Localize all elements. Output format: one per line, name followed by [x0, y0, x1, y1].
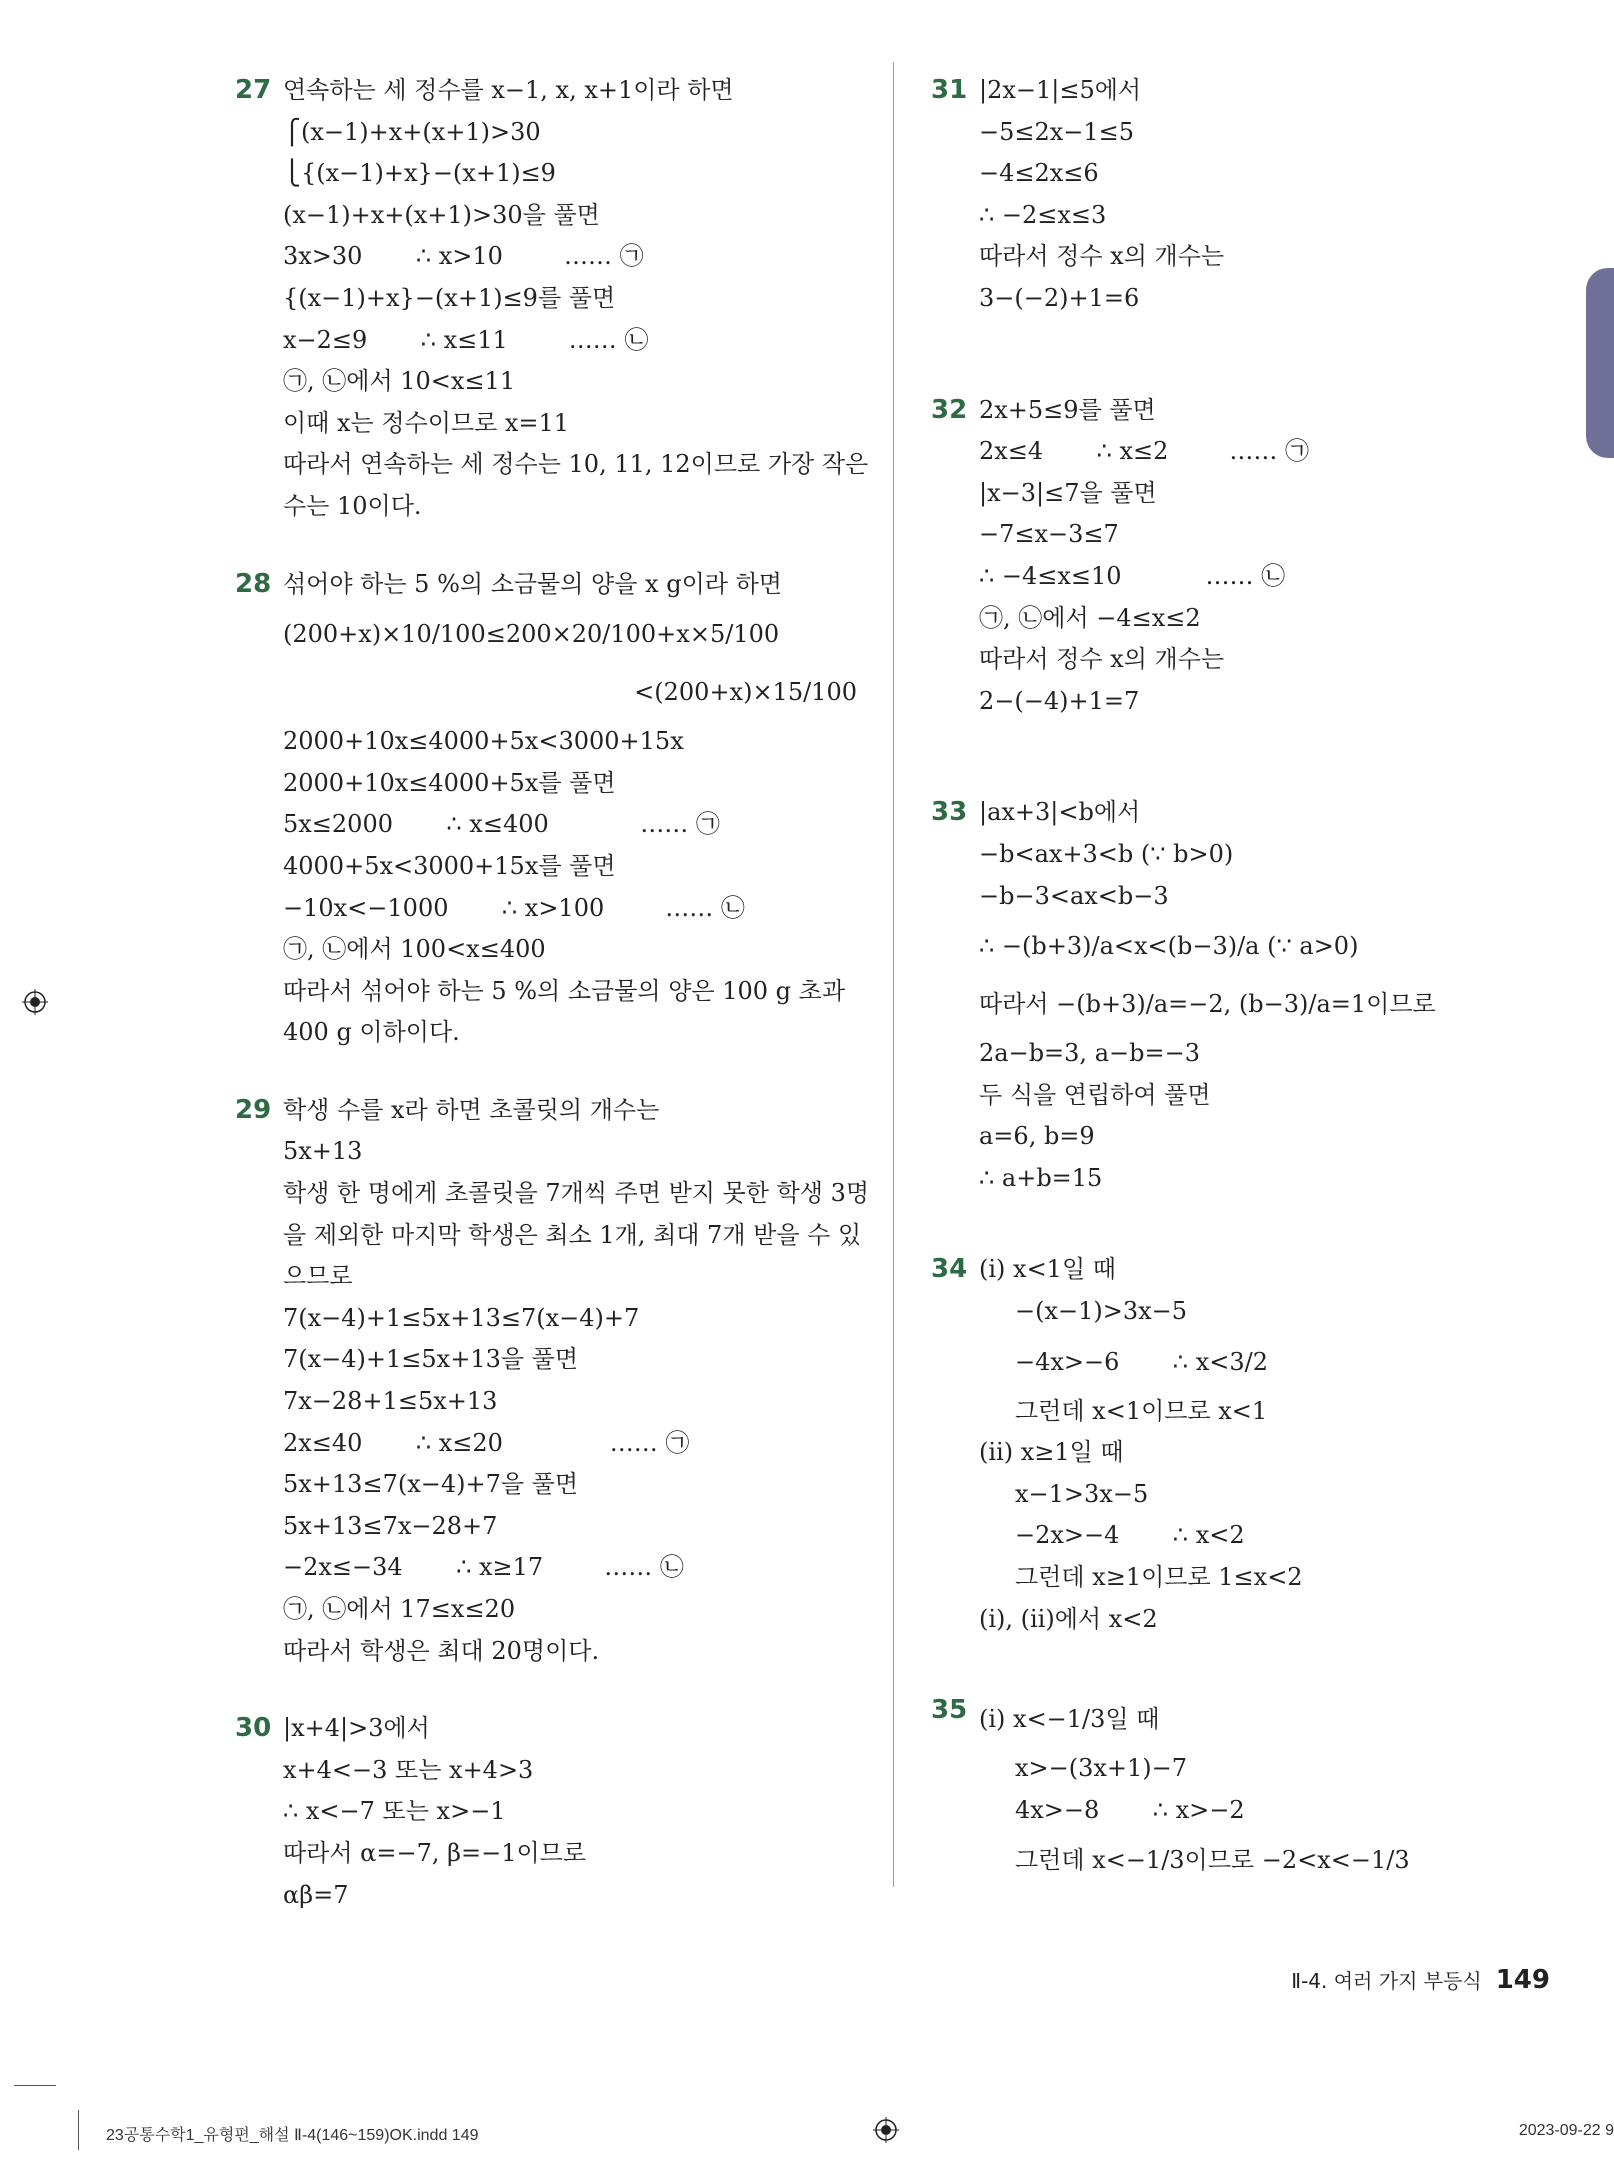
solution-line: 연속하는 세 정수를 x−1, x, x+1이라 하면	[283, 76, 734, 104]
problem-number: 33	[931, 797, 968, 828]
solution-line: 3x>30 ∴ x>10 …… ㉠	[283, 242, 644, 271]
problem-number: 28	[235, 568, 272, 599]
solution-line: 학생 수를 x라 하면 초콜릿의 개수는	[283, 1095, 660, 1124]
solution-line: ㉠, ㉡에서 100<x≤400	[283, 935, 546, 964]
problem-number: 30	[235, 1713, 272, 1744]
solution-line: x−2≤9 ∴ x≤11 …… ㉡	[283, 325, 649, 354]
solution-line: ㉠, ㉡에서 −4≤x≤2	[979, 603, 1201, 632]
registration-mark-icon	[873, 2117, 899, 2143]
problem-number: 34	[931, 1254, 968, 1285]
solution-line: 따라서 α=−7, β=−1이므로	[283, 1838, 587, 1867]
solution-line: 5x+13≤7(x−4)+7을 풀면	[283, 1470, 579, 1499]
problem-number: 27	[235, 75, 272, 105]
solution-line: 400 g 이하이다.	[283, 1018, 460, 1047]
crop-mark	[78, 2110, 79, 2150]
solution-line: −5≤2x−1≤5	[979, 117, 1135, 146]
solution-line: ∴ x<−7 또는 x>−1	[283, 1797, 506, 1826]
solution-line: |x+4|>3에서	[283, 1714, 430, 1743]
solution-line: 5x+13≤7x−28+7	[283, 1511, 498, 1540]
solution-line: 두 식을 연립하여 풀면	[979, 1080, 1211, 1109]
problem-number: 29	[235, 1094, 272, 1125]
problem-27	[235, 70, 869, 528]
section-title: Ⅱ-4. 여러 가지 부등식	[1291, 1969, 1482, 1993]
solution-line: 2x+5≤9를 풀면	[979, 395, 1156, 424]
solution-line: −(x−1)>3x−5	[1015, 1297, 1188, 1326]
solution-line: 그런데 x≥1이므로 1≤x<2	[1015, 1563, 1303, 1592]
solution-line: 이때 x는 정수이므로 x=11	[283, 408, 570, 437]
solution-line: 따라서 정수 x의 개수는	[979, 242, 1225, 271]
solution-line: 수는 10이다.	[283, 491, 422, 520]
system-line: ⎩{(x−1)+x}−(x+1)≤9	[283, 159, 556, 188]
solution-line: 따라서 연속하는 세 정수는 10, 11, 12이므로 가장 작은	[283, 450, 869, 479]
problem-30	[237, 1708, 857, 1916]
problem-31	[933, 70, 1453, 320]
solution-line: 2−(−4)+1=7	[979, 686, 1140, 715]
solution-line: |2x−1|≤5에서	[979, 76, 1142, 104]
solution-line: −10x<−1000 ∴ x>100 …… ㉡	[283, 893, 745, 922]
problem-28	[237, 564, 857, 1054]
solution-line: 4000+5x<3000+15x를 풀면	[283, 851, 616, 880]
solution-line: {(x−1)+x}−(x+1)≤9를 풀면	[283, 283, 616, 312]
solution-line: 7x−28+1≤5x+13	[283, 1387, 498, 1416]
slug-date: 2023-09-22 9	[1518, 2122, 1614, 2139]
solution-line: ∴ −4≤x≤10 …… ㉡	[979, 561, 1286, 590]
fraction-line: (200+x)×10/100≤200×20/100+x×5/100	[283, 620, 780, 649]
solution-line: 3−(−2)+1=6	[979, 283, 1140, 312]
solution-line: x>−(3x+1)−7	[1015, 1754, 1188, 1783]
solution-line: αβ=7	[283, 1880, 349, 1909]
solution-line: −2x≤−34 ∴ x≥17 …… ㉡	[283, 1553, 684, 1582]
solution-line: 7(x−4)+1≤5x+13≤7(x−4)+7	[283, 1303, 640, 1332]
solution-line: 2x≤4 ∴ x≤2 …… ㉠	[979, 437, 1310, 466]
solution-line: (ⅰ), (ⅱ)에서 x<2	[979, 1604, 1158, 1633]
fraction-line: ∴ −(b+3)/a<x<(b−3)/a (∵ a>0)	[979, 932, 1359, 961]
solution-line: 따라서 섞어야 하는 5 %의 소금물의 양은 100 g 초과	[283, 976, 846, 1005]
problem-32	[933, 390, 1453, 723]
chapter-side-tab	[1586, 268, 1614, 458]
problem-29	[235, 1090, 870, 1672]
running-footer	[1291, 1965, 1550, 1995]
left-column	[235, 70, 870, 1952]
solution-line: 2a−b=3, a−b=−3	[979, 1039, 1200, 1068]
solution-line: (x−1)+x+(x+1)>30을 풀면	[283, 200, 600, 229]
solution-line: 섞어야 하는 5 %의 소금물의 양을 x g이라 하면	[283, 569, 782, 598]
solution-line: 4x>−8 ∴ x>−2	[1015, 1795, 1245, 1824]
solution-line: x+4<−3 또는 x+4>3	[283, 1755, 534, 1784]
fraction-line: 따라서 −(b+3)/a=−2, (b−3)/a=1이므로	[979, 990, 1436, 1019]
solution-line: 학생 한 명에게 초콜릿을 7개씩 주면 받지 못한 학생 3명	[283, 1179, 870, 1208]
problem-number: 32	[931, 394, 968, 425]
fraction-line: −4x>−6 ∴ x<3/2	[1015, 1347, 1268, 1376]
solution-line: −b<ax+3<b (∵ b>0)	[979, 839, 1234, 868]
solution-line: 7(x−4)+1≤5x+13을 풀면	[283, 1345, 579, 1374]
problem-35	[933, 1690, 1453, 1889]
solution-line: 5x≤2000 ∴ x≤400 …… ㉠	[283, 810, 720, 839]
solution-line: 따라서 학생은 최대 20명이다.	[283, 1636, 600, 1665]
crop-mark	[14, 2085, 56, 2086]
solution-line: 을 제외한 마지막 학생은 최소 1개, 최대 7개 받을 수 있	[283, 1220, 862, 1249]
column-divider	[893, 62, 894, 1887]
problem-33	[933, 792, 1453, 1199]
solution-line: 2000+10x≤4000+5x를 풀면	[283, 768, 616, 797]
right-column	[933, 70, 1453, 1925]
fraction-line: <(200+x)×15/100	[634, 678, 857, 707]
fraction-line: 그런데 x<−1/3이므로 −2<x<−1/3	[1015, 1846, 1410, 1875]
solution-line: |ax+3|<b에서	[979, 798, 1141, 827]
solution-line: 그런데 x<1이므로 x<1	[1015, 1396, 1268, 1425]
problem-number: 35	[931, 1695, 968, 1726]
case-heading: (ⅰ) x<−1/3일 때	[979, 1705, 1160, 1734]
solution-line: 으므로	[283, 1262, 353, 1291]
solution-line: x−1>3x−5	[1015, 1479, 1149, 1508]
problem-34	[933, 1249, 1453, 1640]
system-line: ⎧(x−1)+x+(x+1)>30	[283, 117, 541, 146]
solution-line: 따라서 정수 x의 개수는	[979, 645, 1225, 674]
page-number: 149	[1495, 1965, 1550, 1995]
solution-line: 2x≤40 ∴ x≤20 …… ㉠	[283, 1428, 690, 1457]
solution-line: 5x+13	[283, 1137, 363, 1166]
solution-line: ∴ a+b=15	[979, 1163, 1103, 1192]
solution-line: −2x>−4 ∴ x<2	[1015, 1521, 1245, 1550]
solution-line: −4≤2x≤6	[979, 159, 1099, 188]
solution-line: ㉠, ㉡에서 17≤x≤20	[283, 1595, 516, 1623]
solution-line: |x−3|≤7을 풀면	[979, 478, 1157, 507]
solution-line: a=6, b=9	[979, 1122, 1095, 1151]
solution-line: ㉠, ㉡에서 10<x≤11	[283, 367, 516, 396]
problem-number: 31	[931, 75, 968, 105]
case-heading: (ⅱ) x≥1일 때	[979, 1438, 1124, 1467]
solution-line: −7≤x−3≤7	[979, 520, 1119, 549]
solution-line: −b−3<ax<b−3	[979, 881, 1169, 910]
registration-mark-icon	[22, 989, 48, 1015]
slug-file-info: 23공통수학1_유형편_해설 Ⅱ-4(146~159)OK.indd 149	[106, 2127, 479, 2144]
case-heading: (ⅰ) x<1일 때	[979, 1255, 1116, 1284]
solution-line: ∴ −2≤x≤3	[979, 200, 1107, 229]
solution-line: 2000+10x≤4000+5x<3000+15x	[283, 727, 684, 756]
